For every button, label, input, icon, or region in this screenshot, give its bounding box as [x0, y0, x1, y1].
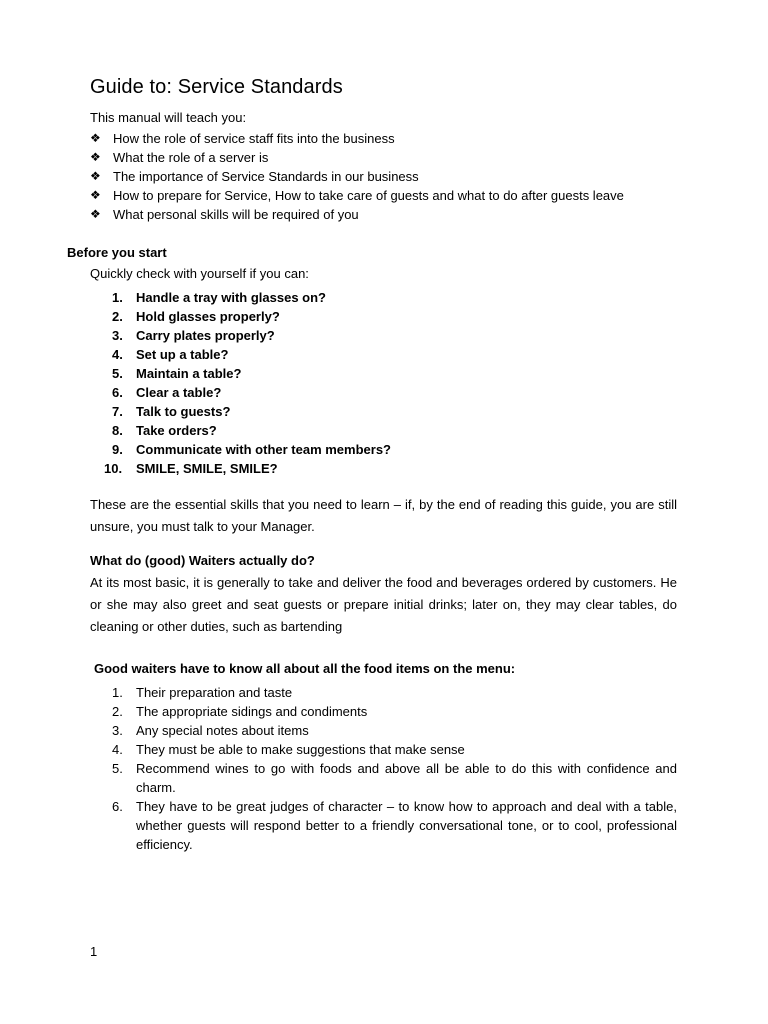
list-item: 3. Carry plates properly? — [112, 328, 275, 343]
list-item: ❖ The importance of Service Standards in our business — [90, 169, 419, 184]
waiters-paragraph: At its most basic, it is generally to take and deliver the food and beverages ordered by customers. He or she may also greet and seat guests or prepare initial drinks; later on, they may clear tables, do cleaning or other duties, such as bartending — [90, 575, 677, 634]
list-item: 1. Their preparation and taste — [112, 685, 293, 700]
diamond-bullet-icon: ❖ — [90, 207, 101, 221]
list-item: ❖ How the role of service staff fits into the business — [90, 131, 395, 146]
list-item: ❖ What personal skills will be required of you — [90, 207, 359, 222]
diamond-bullet-icon: ❖ — [90, 169, 101, 183]
list-item: 4. They must be able to make suggestions that make sense — [112, 742, 465, 757]
list-item: 4. Set up a table? — [112, 347, 229, 362]
list-item: 5. Recommend wines to go with foods and above all be able to do this with confidence and charm. — [112, 761, 677, 795]
diamond-bullet-icon: ❖ — [90, 150, 101, 164]
list-item: 5. Maintain a table? — [112, 366, 242, 381]
good-waiters-list — [90, 683, 677, 854]
section-heading-good-waiters: Good waiters have to know all about all the food items on the menu: — [94, 661, 516, 676]
check-intro-text: Quickly check with yourself if you can: — [90, 266, 309, 281]
list-item: 7. Talk to guests? — [112, 404, 231, 419]
diamond-bullet-icon: ❖ — [90, 188, 101, 202]
intro-text: This manual will teach you: — [90, 110, 247, 125]
page-number: 1 — [90, 944, 98, 959]
section-heading-waiters: What do (good) Waiters actually do? — [90, 553, 315, 568]
list-item: ❖ How to prepare for Service, How to take care of guests and what to do after guests leave — [90, 188, 624, 203]
skills-checklist — [90, 288, 391, 478]
diamond-bullet-icon: ❖ — [90, 131, 101, 145]
list-item: 2. The appropriate sidings and condiments — [112, 704, 368, 719]
section-heading-before-start: Before you start — [67, 245, 167, 260]
list-item: 6. They have to be great judges of character – to know how to approach and deal with a table, whether guests will respond better to a friendly conversational tone, or to cool, professional efficiency. — [112, 799, 677, 852]
list-item: ❖ What the role of a server is — [90, 150, 269, 165]
list-item: 6. Clear a table? — [112, 385, 222, 400]
list-item: 3. Any special notes about items — [112, 723, 309, 738]
list-item: 1. Handle a tray with glasses on? — [112, 290, 326, 305]
list-item: 10. SMILE, SMILE, SMILE? — [104, 461, 278, 476]
list-item: 2. Hold glasses properly? — [112, 309, 280, 324]
list-item: 8. Take orders? — [112, 423, 217, 438]
essential-skills-paragraph: These are the essential skills that you need to learn – if, by the end of reading this guide, you are still unsure, you must talk to your Manager. — [90, 497, 677, 534]
page-title: Guide to: Service Standards — [90, 76, 343, 98]
topics-list — [90, 129, 624, 224]
list-item: 9. Communicate with other team members? — [112, 442, 391, 457]
